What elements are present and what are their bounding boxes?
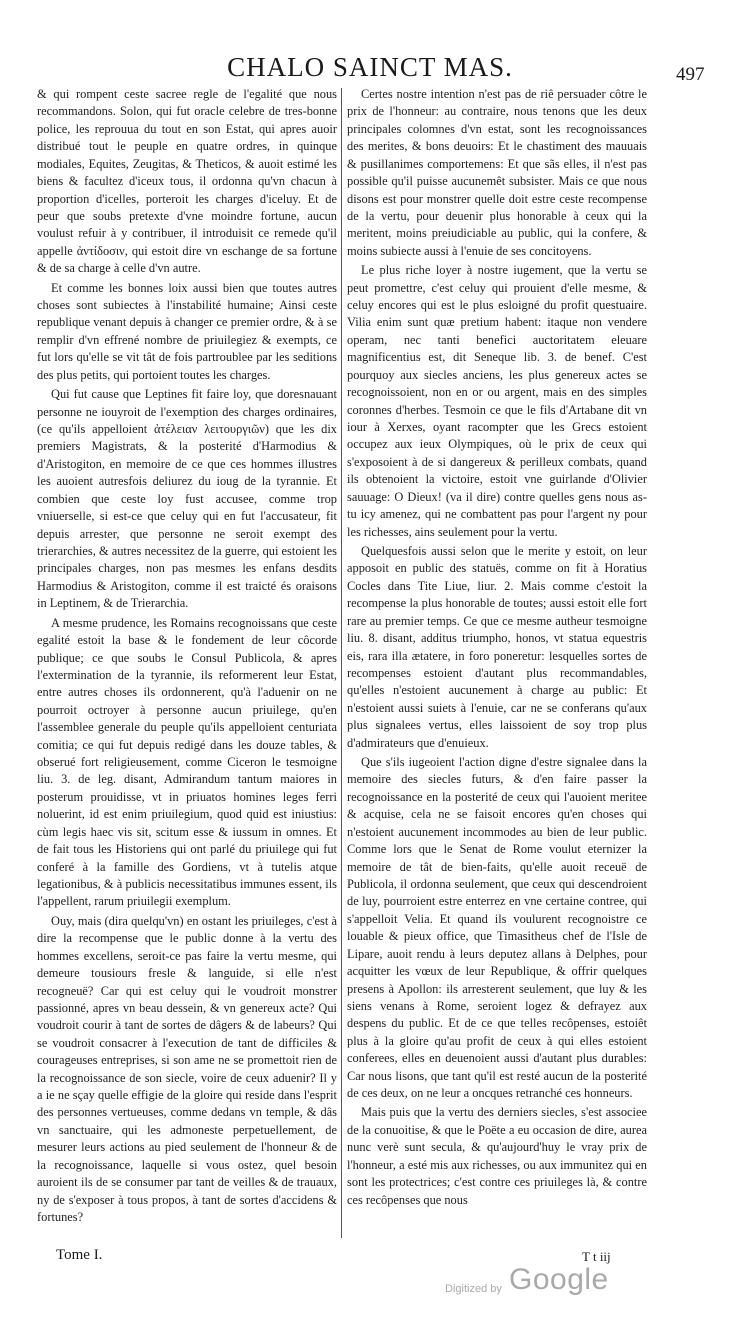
paragraph: Qui fut cause que Leptines fit faire loy, que doresnauant personne ne iouyroit de l'exemption des charges ordinaires, (ce qu'ils appelloient ἀτέλειαν λειτουργιῶν) que les dix premiers Magistrats, & la posterité d'Harmodius & d'Aristogiton, en memoire de ce que ces hommes illustres les auoient autresfois deliurez du ioug de la tyrannie. Et combien que ceste loy fust accusee, comme trop vniuerselle, si est-ce que celuy qui en fut l'accusateur, fit depuis arrester, que personne ne seroit exempt des trierarchies, & autres necessitez de la guerre, qui estoient les principales charges, non pas mesmes les enfans desdits Harmodius & Aristogiton, comme il est traicté és oraisons in Leptinem, & de Trierarchia. bbox=[37, 387, 337, 611]
paragraph: & qui rompent ceste sacree regle de l'egalité que nous recommandons. Solon, qui fut oracle celebre de tres-bonne police, les reprouua du tout en son Estat, qui apres auoir distribué tout le peuple en quatre ordres, in quinque modiales, Equites, Zeugitas, & Theticos, & auoit estimé les biens & facultez d'iceux tous, il ordonna qu'vn chacun à proportion d'icelles, porteroit les charges d'iceluy. Et de peur que soubs pretexte d'vne moindre fortune, aucun voulust refuir à y contribuer, il introduisit ce remede qu'il appelle ἀντίδοσιν, qui estoit dire vn eschange de sa fortune & de sa charge à celle d'vn autre. bbox=[37, 87, 337, 276]
paragraph: Quelquesfois aussi selon que le merite y estoit, on leur apposoit en public des statuës, comme on fit à Horatius Cocles dans Tite Liue, liur. 2. Mais comme c'estoit la recompense la plus honorable de toutes; aussi estoit elle fort rare au premier temps. Ce que ce mesme autheur tesmoigne liu. 8. disant, additus triumpho, honos, vt statua equestris eis, rara illa ætatere, in foro poneretur: lesquelles sortes de recompenses estoient d'autant plus recommandables, qu'elles n'estoient aucunement à charge au public: Et n'estoient aussi suiets à l'enuie, car ne se conferans qu'aux plus signalees vertus, elles laissoient de soy trop plus d'admirateurs que d'enuieux. bbox=[347, 543, 647, 750]
paragraph: Ouy, mais (dira quelqu'vn) en ostant les priuileges, c'est à dire la recompense que le public donne à la vertu des hommes excellens, seroit-ce pas faire la vertu mesme, qui demeure tousiours fresle & languide, si elle n'est recogneuë? Car qui est celuy qui le voudroit monstrer passionné, apres vn beau dessein, & vn genereux acte? Qui voudroit courir à tant de sortes de dâgers & de labeurs? Qui se voudroit consacrer à l'execution de tant de difficiles & courageuses entreprises, si son ame ne se promettoit rien de la recognoissance de son siecle, voire de ceux aduenir? Il y a ie ne sçay quelle effigie de la gloire qui reside dans l'esprit des personnes vertueuses, comme dedans vn temple, & dâs vn sanctuaire, qui les admoneste perpetuellement, de mesurer leurs actions au pied seulement de l'honneur & de la recognoissance, laquelle si vous ostez, quel besoin auroient ils de se consumer par tant de veilles & de trauaux, ny de s'exposer à tous propos, à tant de sortes d'accidens & fortunes? bbox=[37, 913, 337, 1224]
watermark-prefix: Digitized by bbox=[445, 1283, 502, 1295]
right-column bbox=[347, 86, 647, 1211]
paragraph: Le plus riche loyer à nostre iugement, que la vertu se peut promettre, c'est celuy qui prouient d'elle mesme, & celuy encores qui est le plus esloigné du profit questuaire. Vilia enim sunt quæ pretium habent: itaque non vendere operam, nec tanti benefici auctoritatem eleuare magnificentius est, dit Seneque lib. 3. de benef. C'est pourquoy aux siecles anciens, les plus genereux actes se recognoissoient, non en or ou argent, mais en des simples coronnes d'herbes. Tesmoin ce que le fils d'Artabane dit vn iour à Xerxes, oyant racompter que les Grecs estoient occupez aux ieux Olympiques, où le prix de ceux qui s'exposoient à de si dangereux & perilleux combats, quand ils obtenoient la victoire, estoit vne guirlande d'Olivier sauuage: O Dieux! (va il dire) contre quelles gens nous as-tu icy amenez, qui ne combattent pas pour l'argent ny pour les richesses, ains seulement pour la vertu. bbox=[347, 263, 647, 539]
left-column bbox=[37, 86, 337, 1228]
paragraph: Certes nostre intention n'est pas de riê persuader côtre le prix de l'honneur: au contraire, nous tenons que les deux principales colomnes d'vn estat, sont les recognoissances des merites, & bons deuoirs: Et le chastiment des mauuais & pusillanimes comportemens: Et que sãs elles, il n'est pas possible qu'il puisse aucunemêt subsister. Mais ce que nous disons est pour monstrer quelle doit estre ceste recompense de la vertu, pour deuenir plus honorable à ceux qui la meritent, moins preiudiciable au public, qui la confere, & moins subiecte aussi à l'enuie de ses concitoyens. bbox=[347, 87, 647, 258]
paragraph: A mesme prudence, les Romains recognoissans que ceste egalité estoit la base & le fondement de leur côcorde publique; ce que soubs le Consul Publicola, & apres l'extermination de la tyrannie, ils reformerent leur Estat, entre autres choses ils ordonnerent, qu'à l'aduenir on ne pourroit octroyer à personne aucun priuilege, qu'en l'assemblee generale du peuple qu'ils appelloient centuriata comitia; ce qui fut depuis redigé dans les douze tables, & obserué fort religieusement, comme Ciceron le tesmoigne liu. 3. de leg. disant, Admirandum tantum maiores in posterum prouidisse, vt in priuatos homines leges ferri noluerint, id est enim priuilegium, quod quid est iniustius: cùm legis haec vis sit, scitum esse & iussum in omnes. Et de fait tous les Historiens qui ont parlé du priuilege qui fut conferé à la famille des Gordiens, vt à tutelis atque legationibus, & à publicis necessitatibus immunes essent, ils l'appellent, rarum priuilegii exemplum. bbox=[37, 615, 337, 909]
running-title: CHALO SAINCT MAS. bbox=[227, 52, 513, 82]
paragraph: Mais puis que la vertu des derniers siecles, s'est associee de la conuoitise, & que le Poëte a eu occasion de dire, aurea nunc verè sunt secula, & qu'aujourd'huy le vray prix de l'honneur, a esté mis aux richesses, ou aux immunitez qui en sont les protectrices; c'est contre ces priuileges là, & contre ces recôpenses que nous bbox=[347, 1105, 647, 1207]
digitization-watermark bbox=[445, 1263, 625, 1303]
volume-label: Tome I. bbox=[56, 1247, 103, 1263]
signature-mark: T t iij bbox=[582, 1249, 611, 1264]
watermark-brand: Google bbox=[509, 1263, 609, 1296]
column-divider bbox=[341, 88, 342, 1238]
page-number: 497 bbox=[676, 64, 705, 85]
paragraph: Et comme les bonnes loix aussi bien que toutes autres choses sont subiectes à l'instabilité humaine; Ainsi ceste republique venant depuis à changer ce premier ordre, & à se remplir d'vn effrené nombre de priuilegiez & exempts, ce fut lors qu'elle se vit tât de fois partroublee par les seditions des plus petits, qui portoient toutes les charges. bbox=[37, 280, 337, 382]
paragraph: Que s'ils iugeoient l'action digne d'estre signalee dans la memoire des siecles futurs, & d'en faire passer la recognoissance en la posterité de ceux qui l'auoient meritee & acquise, cela ne se faisoit encores qu'en choses qui n'estoient aucunement incommodes au bien de leur public. Comme lors que le Senat de Rome voulut eternizer la memoire de tât de bien-faits, qu'elle auoit receuë de Publicola, il ordonna seulement, que ceux qui descendroient de luy, pourroient estre enterrez en vne certaine contree, qui s'appelloit Velia. Et quand ils voulurent recognoistre ce louable & pieux office, que Timasitheus chef de l'Isle de Lipare, auoit rendu à leurs deputez allans à Delphes, pour acquitter les vœux de leur Republique, & offrir quelques presens à Apollon: ils arresterent seulement, que luy & les siens venans à Rome, seroient logez & defrayez aux despens du public. Et de ce que telles recôpenses, estoiêt plus à la gloire qu'au profit de ceux à qui elles estoient conferees, elles en deuenoient aussi d'autant plus durables: Car nous lisons, que tant qu'il est resté aucun de la posterité de ces deux, on ne leur a oncques retranché ces honneurs. bbox=[347, 755, 647, 1101]
